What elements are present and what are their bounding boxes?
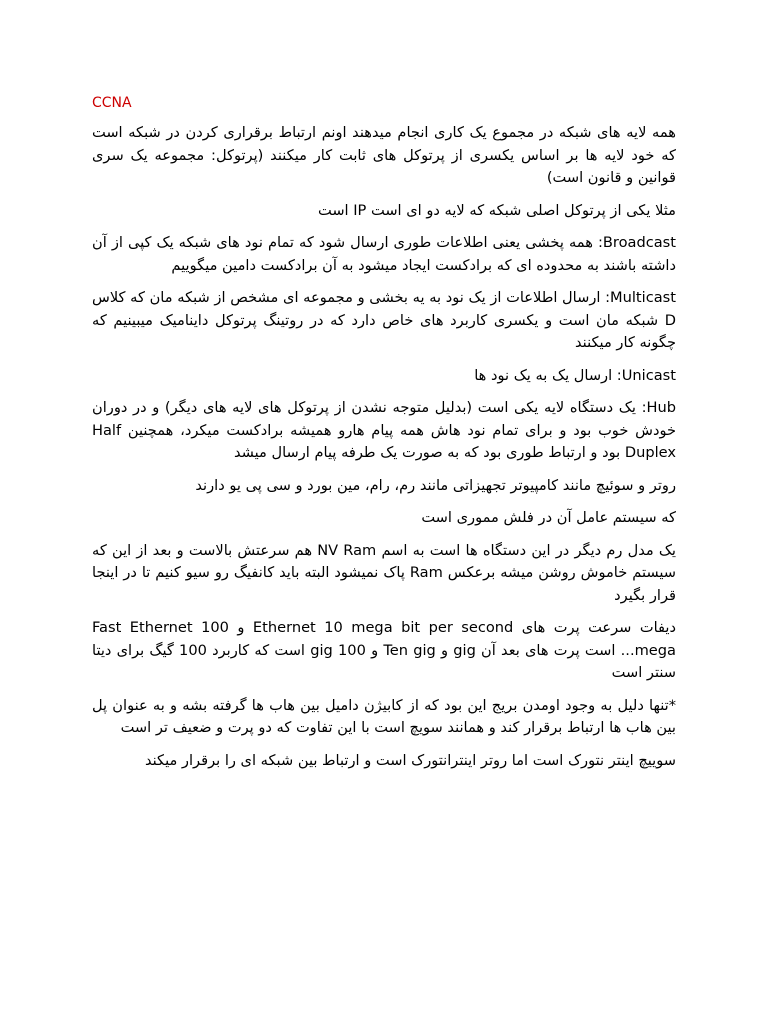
paragraph-port-speeds: دیفات سرعت پرت های Ethernet 10 mega bit per second و Fast Ethernet 100 mega... است پرت های بعد آن gig و Ten gig و 100 gig است که کاربرد 100 گیگ برای دیتا سنتر است (92, 619, 676, 681)
paragraph-hub: Hub: یک دستگاه لایه یکی است (بدلیل متوجه نشدن از پرتوکل های لایه های دیگر) و در دوران خودش خوب بود و برای تمام نود هاش همه پیام هارو همیشه برادکست میکرد، همچنین Half Duplex بود و ارتباط طوری بود که به صورت یک طرفه پیام ارسال میشد (92, 399, 676, 461)
paragraph-layers: همه لایه های شبکه در مجموع یک کاری انجام میدهند اونم ارتباط برقراری کردن در شبکه است که خود لایه ها بر اساس یکسری از پرتوکل های ثابت کار میکنند (پرتوکل: مجموعه یک سری قوانین و قانون است) (92, 124, 676, 186)
paragraph-bridge: *تنها دلیل به وجود اومدن بریج این بود که از کابیژن دامیل بین هاب ها گرفته بشه و به عنوان پل بین هاب ها ارتباط برقرار کند و همانند سویچ است با این تفاوت که دو پرت و ضعیف تر است (92, 696, 676, 736)
document-body (92, 92, 676, 782)
document-title: CCNA (92, 95, 132, 111)
paragraph-switch-router: سوییچ اینتر نتورک است اما روتر اینترانتورک است و ارتباط بین شبکه ای را برقرار میکند (144, 751, 676, 769)
paragraph-flash-memory: که سیستم عامل آن در فلش مموری است (421, 509, 676, 526)
paragraph-router-switch: روتر و سوئیچ مانند کامپیوتر تجهیزاتی مانند رم، رام، مین بورد و سی پی یو دارند (195, 476, 676, 494)
paragraph-nvram: یک مدل رم دیگر در این دستگاه ها است به اسم NV Ram هم سرعتش بالاست و بعد از این که سیستم خاموش روشن میشه برعکس Ram پاک نمیشود البته باید کانفیگ رو سیو کنیم تا در اینجا قرار بگیرد (92, 541, 676, 604)
paragraph-broadcast: Broadcast: همه پخشی یعنی اطلاعات طوری ارسال شود که تمام نود های شبکه یک کپی از آن داشته باشند به محدوده ای که برادکست ایجاد میشود به آن برادکست دامین میگوییم (92, 234, 676, 274)
paragraph-multicast: Multicast: ارسال اطلاعات از یک نود به یه بخشی و مجموعه ای مشخص از شبکه مان که کلاس D شبکه مان است و یکسری کاربرد های خاص دارد که در روتینگ پرتوکل داینامیک میبینیم که چگونه کار میکنند (92, 289, 676, 351)
paragraph-unicast: Unicast: ارسال یک به یک نود ها (474, 366, 676, 384)
paragraph-ip: مثلا یکی از پرتوکل اصلی شبکه که لایه دو ای است IP است (317, 201, 676, 219)
